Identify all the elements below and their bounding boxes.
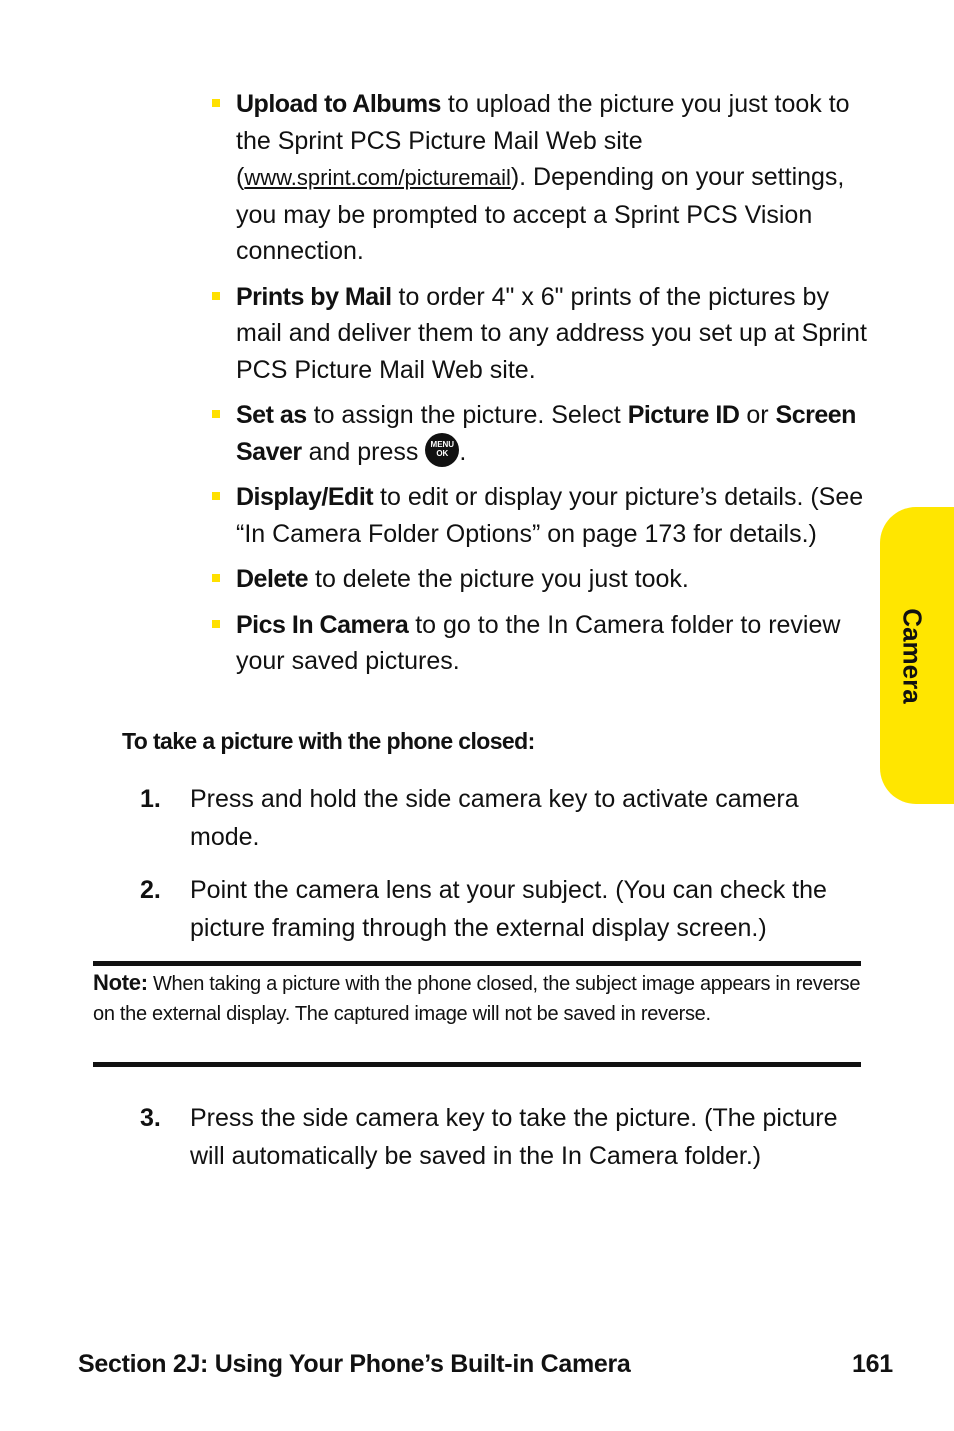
footer-page-number: 161	[852, 1350, 893, 1378]
bullet-text: to assign the picture. Select	[306, 401, 628, 429]
bullet-text: to delete the picture you just took.	[308, 565, 689, 593]
note-text: When taking a picture with the phone closed, the subject image appears in reverse on the external display. The captured image will not be saved in reverse.	[93, 973, 861, 1025]
bullet-square-icon	[212, 410, 220, 418]
step-3	[140, 1099, 840, 1175]
bullet-square-icon	[212, 292, 220, 300]
bullet-term: Pics In Camera	[236, 610, 409, 639]
note-box	[93, 968, 861, 1029]
procedure-heading: To take a picture with the phone closed:	[122, 728, 535, 754]
bullet-square-icon	[212, 574, 220, 582]
step-number: 1.	[140, 785, 161, 813]
options-bullet-list	[212, 86, 872, 689]
bullet-delete	[212, 561, 872, 598]
bullet-text: or	[739, 401, 776, 429]
bullet-term: Upload to Albums	[236, 90, 441, 118]
step-number: 2.	[140, 876, 161, 904]
note-top-rule	[93, 961, 861, 966]
bullet-set-as	[212, 397, 872, 470]
bullet-term: Delete	[236, 565, 309, 593]
step-text: Press and hold the side camera key to activate camera mode.	[190, 785, 799, 851]
bullet-text: .	[459, 437, 467, 466]
picturemail-link[interactable]: www.sprint.com/picturemail	[244, 165, 511, 190]
step-text: Press the side camera key to take the picture. (The picture will automatically be saved in the In Camera folder.)	[190, 1104, 838, 1170]
bullet-text: ). Depending on your settings, you may be prompted to accept a Sprint PCS Vision connection.	[236, 163, 845, 265]
bullet-text: and press	[301, 437, 426, 466]
option-picture-id: Picture ID	[627, 401, 740, 429]
bullet-pics-in-camera	[212, 607, 872, 680]
step-text: Point the camera lens at your subject. (You can check the picture framing through the external display screen.)	[190, 876, 827, 942]
note-label: Note:	[93, 970, 148, 995]
step-number: 3.	[140, 1104, 161, 1132]
key-label-ok: OK	[436, 448, 449, 458]
bullet-term: Display/Edit	[236, 483, 374, 511]
side-tab-label: Camera	[897, 608, 928, 704]
key-label-menu: MENU	[430, 439, 455, 449]
bullet-text: to go to the In Camera folder to review your saved pictures.	[236, 610, 841, 675]
menu-ok-key-icon	[425, 433, 459, 467]
step-2	[140, 871, 840, 947]
bullet-square-icon	[212, 99, 220, 107]
bullet-square-icon	[212, 620, 220, 628]
step-1	[140, 780, 840, 856]
bullet-square-icon	[212, 492, 220, 500]
bullet-text: to upload the picture you just took to the Sprint PCS Picture Mail Web site (	[236, 90, 850, 191]
option-screen-saver: Screen Saver	[236, 401, 856, 466]
bullet-prints-by-mail	[212, 279, 872, 389]
bullet-text: to order 4" x 6" prints of the pictures by mail and deliver them to any address you set up at Sprint PCS Picture Mail Web site.	[236, 282, 867, 384]
bullet-display-edit	[212, 479, 872, 552]
bullet-term: Prints by Mail	[236, 282, 392, 311]
note-bottom-rule	[93, 1062, 861, 1067]
bullet-upload-to-albums	[212, 86, 872, 270]
bullet-text: to edit or display your picture’s details. (See “In Camera Folder Options” on page 173 for details.)	[236, 483, 864, 548]
footer-section-title: Section 2J: Using Your Phone’s Built-in Camera	[78, 1350, 631, 1378]
bullet-term: Set as	[236, 401, 307, 429]
